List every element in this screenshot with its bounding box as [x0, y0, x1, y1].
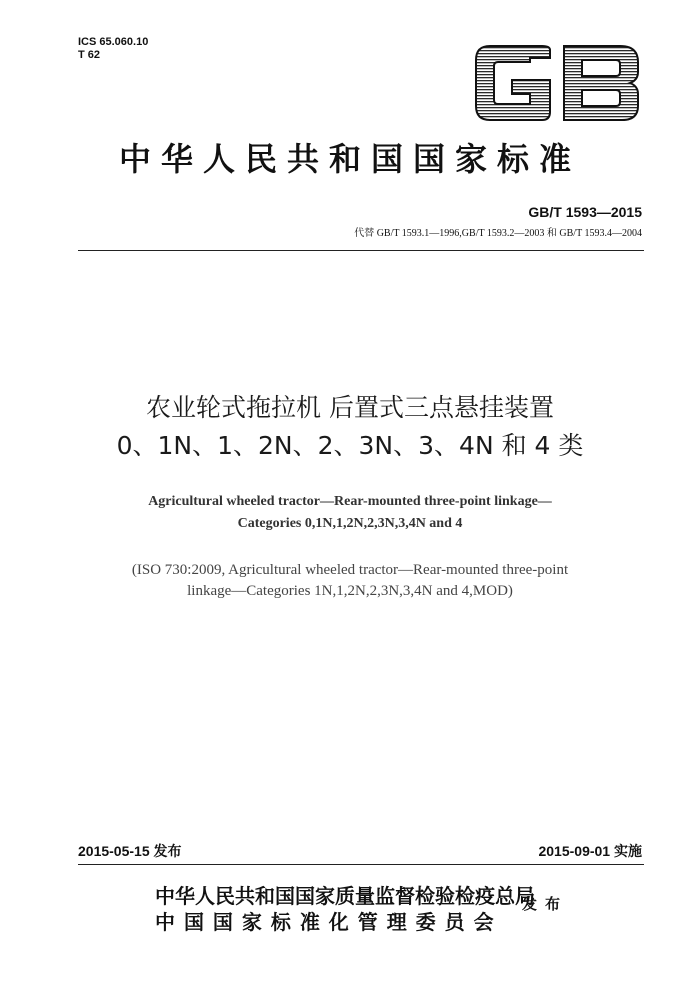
- issuer-aqsiq: 中华人民共和国国家质量监督检验检疫总局: [155, 884, 535, 908]
- title-cn-line2: 0、1N、1、2N、2、3N、3、4N 和 4 类: [116, 431, 584, 460]
- ics-code: ICS 65.060.10: [78, 36, 149, 48]
- publish-label: 发布: [522, 895, 569, 913]
- standard-number: GB/T 1593—2015: [528, 204, 642, 220]
- issuer-sac: 中 国 国 家 标 准 化 管 理 委 员 会: [155, 910, 495, 934]
- implementation-date: 2015-09-01 实施: [538, 843, 642, 859]
- title-en-line2: Categories 0,1N,1,2N,2,3N,3,4N and 4: [237, 516, 463, 531]
- national-standard-title: 中华人民共和国国家标准: [118, 140, 581, 178]
- issue-date: 2015-05-15 发布: [78, 843, 182, 859]
- ccs-code: T 62: [78, 49, 101, 61]
- classification-block: [78, 36, 148, 62]
- title-cn-line1: 农业轮式拖拉机 后置式三点悬挂装置: [146, 393, 554, 422]
- replaces-standards: 代替 GB/T 1593.1—1996,GB/T 1593.2—2003 和 GB/T 1593.4—2004: [354, 228, 642, 239]
- iso-reference-line1: (ISO 730:2009, Agricultural wheeled tractor—Rear-mounted three-point: [131, 562, 569, 578]
- gb-national-standard-logo-icon: [472, 44, 642, 122]
- iso-reference-line2: linkage—Categories 1N,1,2N,2,3N,3,4N and 4,MOD): [187, 583, 513, 599]
- header-divider: [78, 250, 644, 251]
- title-en-line1: Agricultural wheeled tractor—Rear-mounted three-point linkage—: [148, 494, 552, 509]
- footer-divider: [78, 864, 644, 865]
